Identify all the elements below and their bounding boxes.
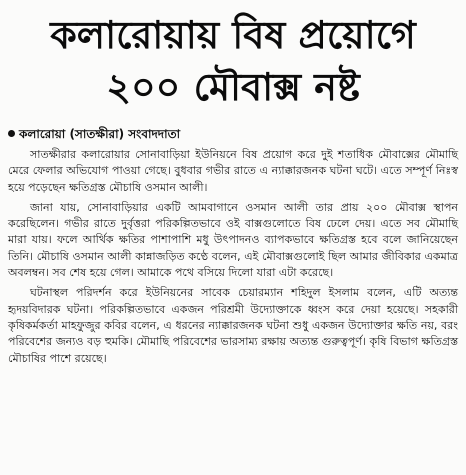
paragraph-3: ঘটনাস্থল পরিদর্শন করে ইউনিয়নের সাবেক চেয়ারম্যান শহিদুল ইসলাম বলেন, এটি অত্যন্ত হৃদয়বিদারক ঘটনা। পরিকল্পিতভাবে একজন পরিশ্রমী উদ্যোক্তাকে ধ্বংস করে দেয়া হয়েছে। সহকারী কৃষিকর্মকর্তা মাহফুজুর কবির বলেন, এ ধরনের ন্যাক্কারজনক ঘটনা শুধু একজন উদ্যোক্তার ক্ষতি নয়, বরং পরিবেশের জন্যও বড় হুমকি। মৌমাছি পরিবেশের ভারসাম্য রক্ষায় অত্যন্ত গুরুত্বপূর্ণ। কৃষি বিভাগ ক্ষতিগ্রস্ত মৌচাষির পাশে রয়েছে। [8,286,458,365]
byline-text: কলারোয়া (সাতক্ষীরা) সংবাদদাতা [19,127,181,141]
byline [8,126,180,142]
headline-line-1: কলারোয়ায় বিষ প্রয়োগে [50,13,416,57]
paragraph-2: জানা যায়, সোনাবাড়িয়ার একটি আমবাগানে ওসমান আলী তার প্রায় ২০০ মৌবাক্স স্থাপন করেছিলেন। গভীর রাতে দুর্বৃত্তরা পরিকল্পিতভাবে ওই বাক্সগুলোতে বিষ ঢেলে দেয়। এতে সব মৌমাছি মারা যায়। ফলে আর্থিক ক্ষতির পাশাপাশি মধু উৎপাদনও ব্যাপকভাবে ক্ষতিগ্রস্ত হবে বলে জানিয়েছেন তিনি। মৌচাষি ওসমান আলী কান্নাজড়িত কণ্ঠে বলেন, এই মৌবাক্সগুলোই ছিল আমার জীবিকার একমাত্র অবলম্বন। সব শেষ হয়ে গেল। আমাকে পথে বসিয়ে দিলো যারা এটা করেছে। [8,200,458,280]
bullet-icon [8,130,15,137]
article-body [8,147,458,371]
headline-line-2: ২০০ মৌবাক্স নষ্ট [106,65,360,109]
paragraph-1: সাতক্ষীরার কলারোয়ার সোনাবাড়িয়া ইউনিয়নে বিষ প্রয়োগ করে দুই শতাধিক মৌবাক্সের মৌমাছি মেরে ফেলার অভিযোগ পাওয়া গেছে। বুধবার গভীর রাতে এ ন্যাক্কারজনক ঘটনা ঘটে। এতে সম্পূর্ণ নিঃস্ব হয়ে পড়েছেন ক্ষতিগ্রস্ত মৌচাষি ওসমান আলী। [8,148,458,194]
